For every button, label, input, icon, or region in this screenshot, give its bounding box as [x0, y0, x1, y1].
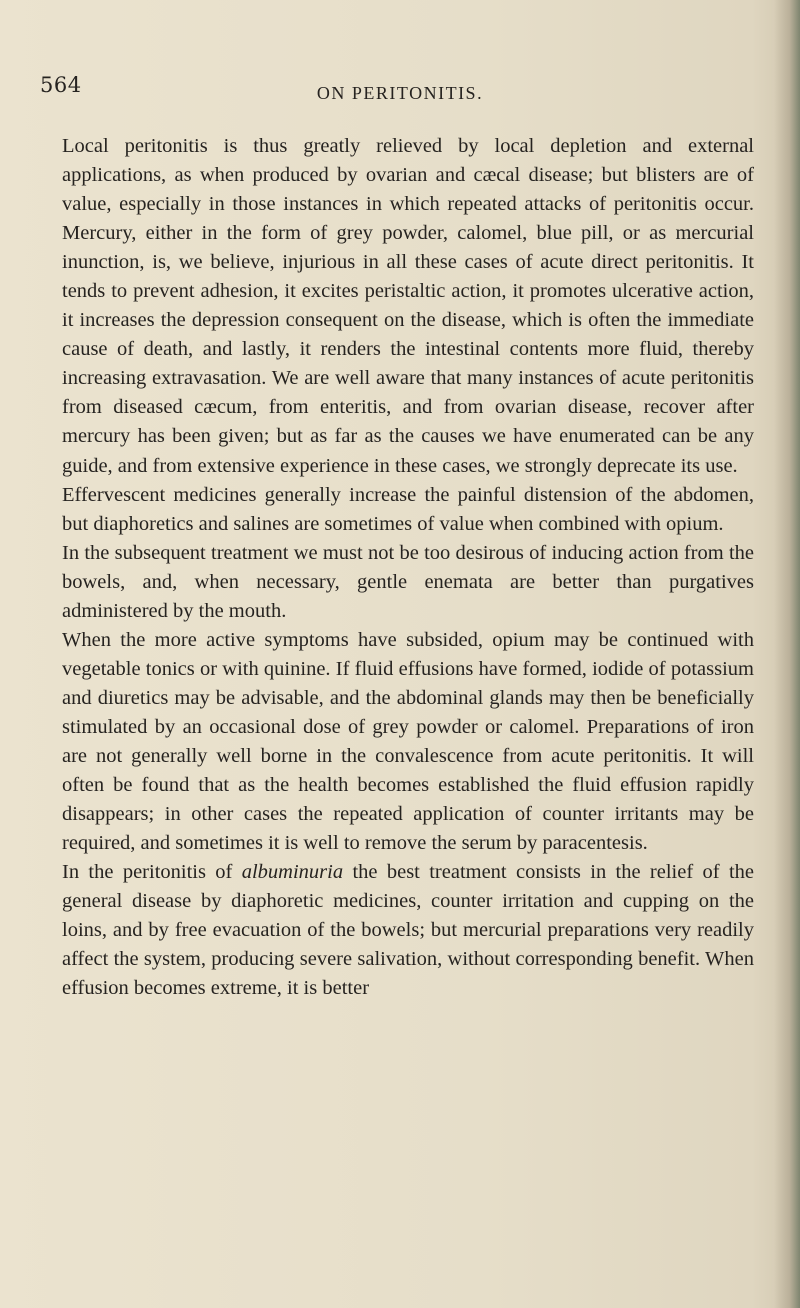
paragraph-subsequent-treatment: In the subsequent treatment we must not be too desirous of inducing action from the bowels, and, when necessary, gentle enemata are better than purgatives administered by the mouth. — [62, 541, 754, 622]
running-title: ON PERITONITIS. — [316, 83, 484, 103]
page-number: 564 — [40, 73, 82, 97]
paragraph-albuminuria — [62, 858, 754, 1003]
albuminuria-text-start: In the peritonitis of — [62, 861, 242, 884]
body-text — [62, 132, 754, 1003]
albuminuria-text-end: the best treatment consists in the relief of the general disease by diaphoretic medicines, counter irritation and cupping on the loins, and by free evacuation of the bowels; but mercurial preparations very readily affect the system, producing severe salivation, without corresponding benefit. When effusion becomes extreme, it is better — [62, 861, 754, 1000]
paragraph-local-peritonitis: Local peritonitis is thus greatly relieved by local depletion and external applications, as when produced by ovarian and cæcal disease; but blisters are of value, especially in those instances in which repeated attacks of peritonitis occur. Mercury, either in the form of grey powder, calomel, blue pill, or as mercurial inunction, is, we believe, injurious in all these cases of acute direct peritonitis. It tends to prevent adhesion, it excites peristaltic action, it promotes ulcerative action, it increases the depression consequent on the disease, which is often the immediate cause of death, and lastly, it renders the intestinal contents more fluid, thereby increasing extravasation. We are well aware that many instances of acute peritonitis from diseased cæcum, from enteritis, and from ovarian disease, recover after mercury has been given; but as far as the causes we have enumerated can be any guide, and from extensive experience in these cases, we strongly deprecate its use. — [62, 135, 754, 477]
paragraph-active-symptoms-subsided: When the more active symptoms have subsided, opium may be continued with vegetable tonics or with quinine. If fluid effusions have formed, iodide of potassium and diuretics may be advisable, and the abdominal glands may then be beneficially stimulated by an occasional dose of grey powder or calomel. Preparations of iron are not generally well borne in the convalescence from acute peritonitis. It will often be found that as the health becomes established the fluid effusion rapidly disappears; in other cases the repeated application of counter irritants may be required, and sometimes it is well to remove the serum by paracentesis. — [62, 628, 754, 855]
page-edge-shadow — [774, 0, 800, 1308]
albuminuria-italic-term: albuminuria — [241, 861, 344, 884]
paragraph-effervescent-medicines: Effervescent medicines generally increase the painful distension of the abdomen, but diaphoretics and salines are sometimes of value when combined with opium. — [62, 483, 754, 535]
